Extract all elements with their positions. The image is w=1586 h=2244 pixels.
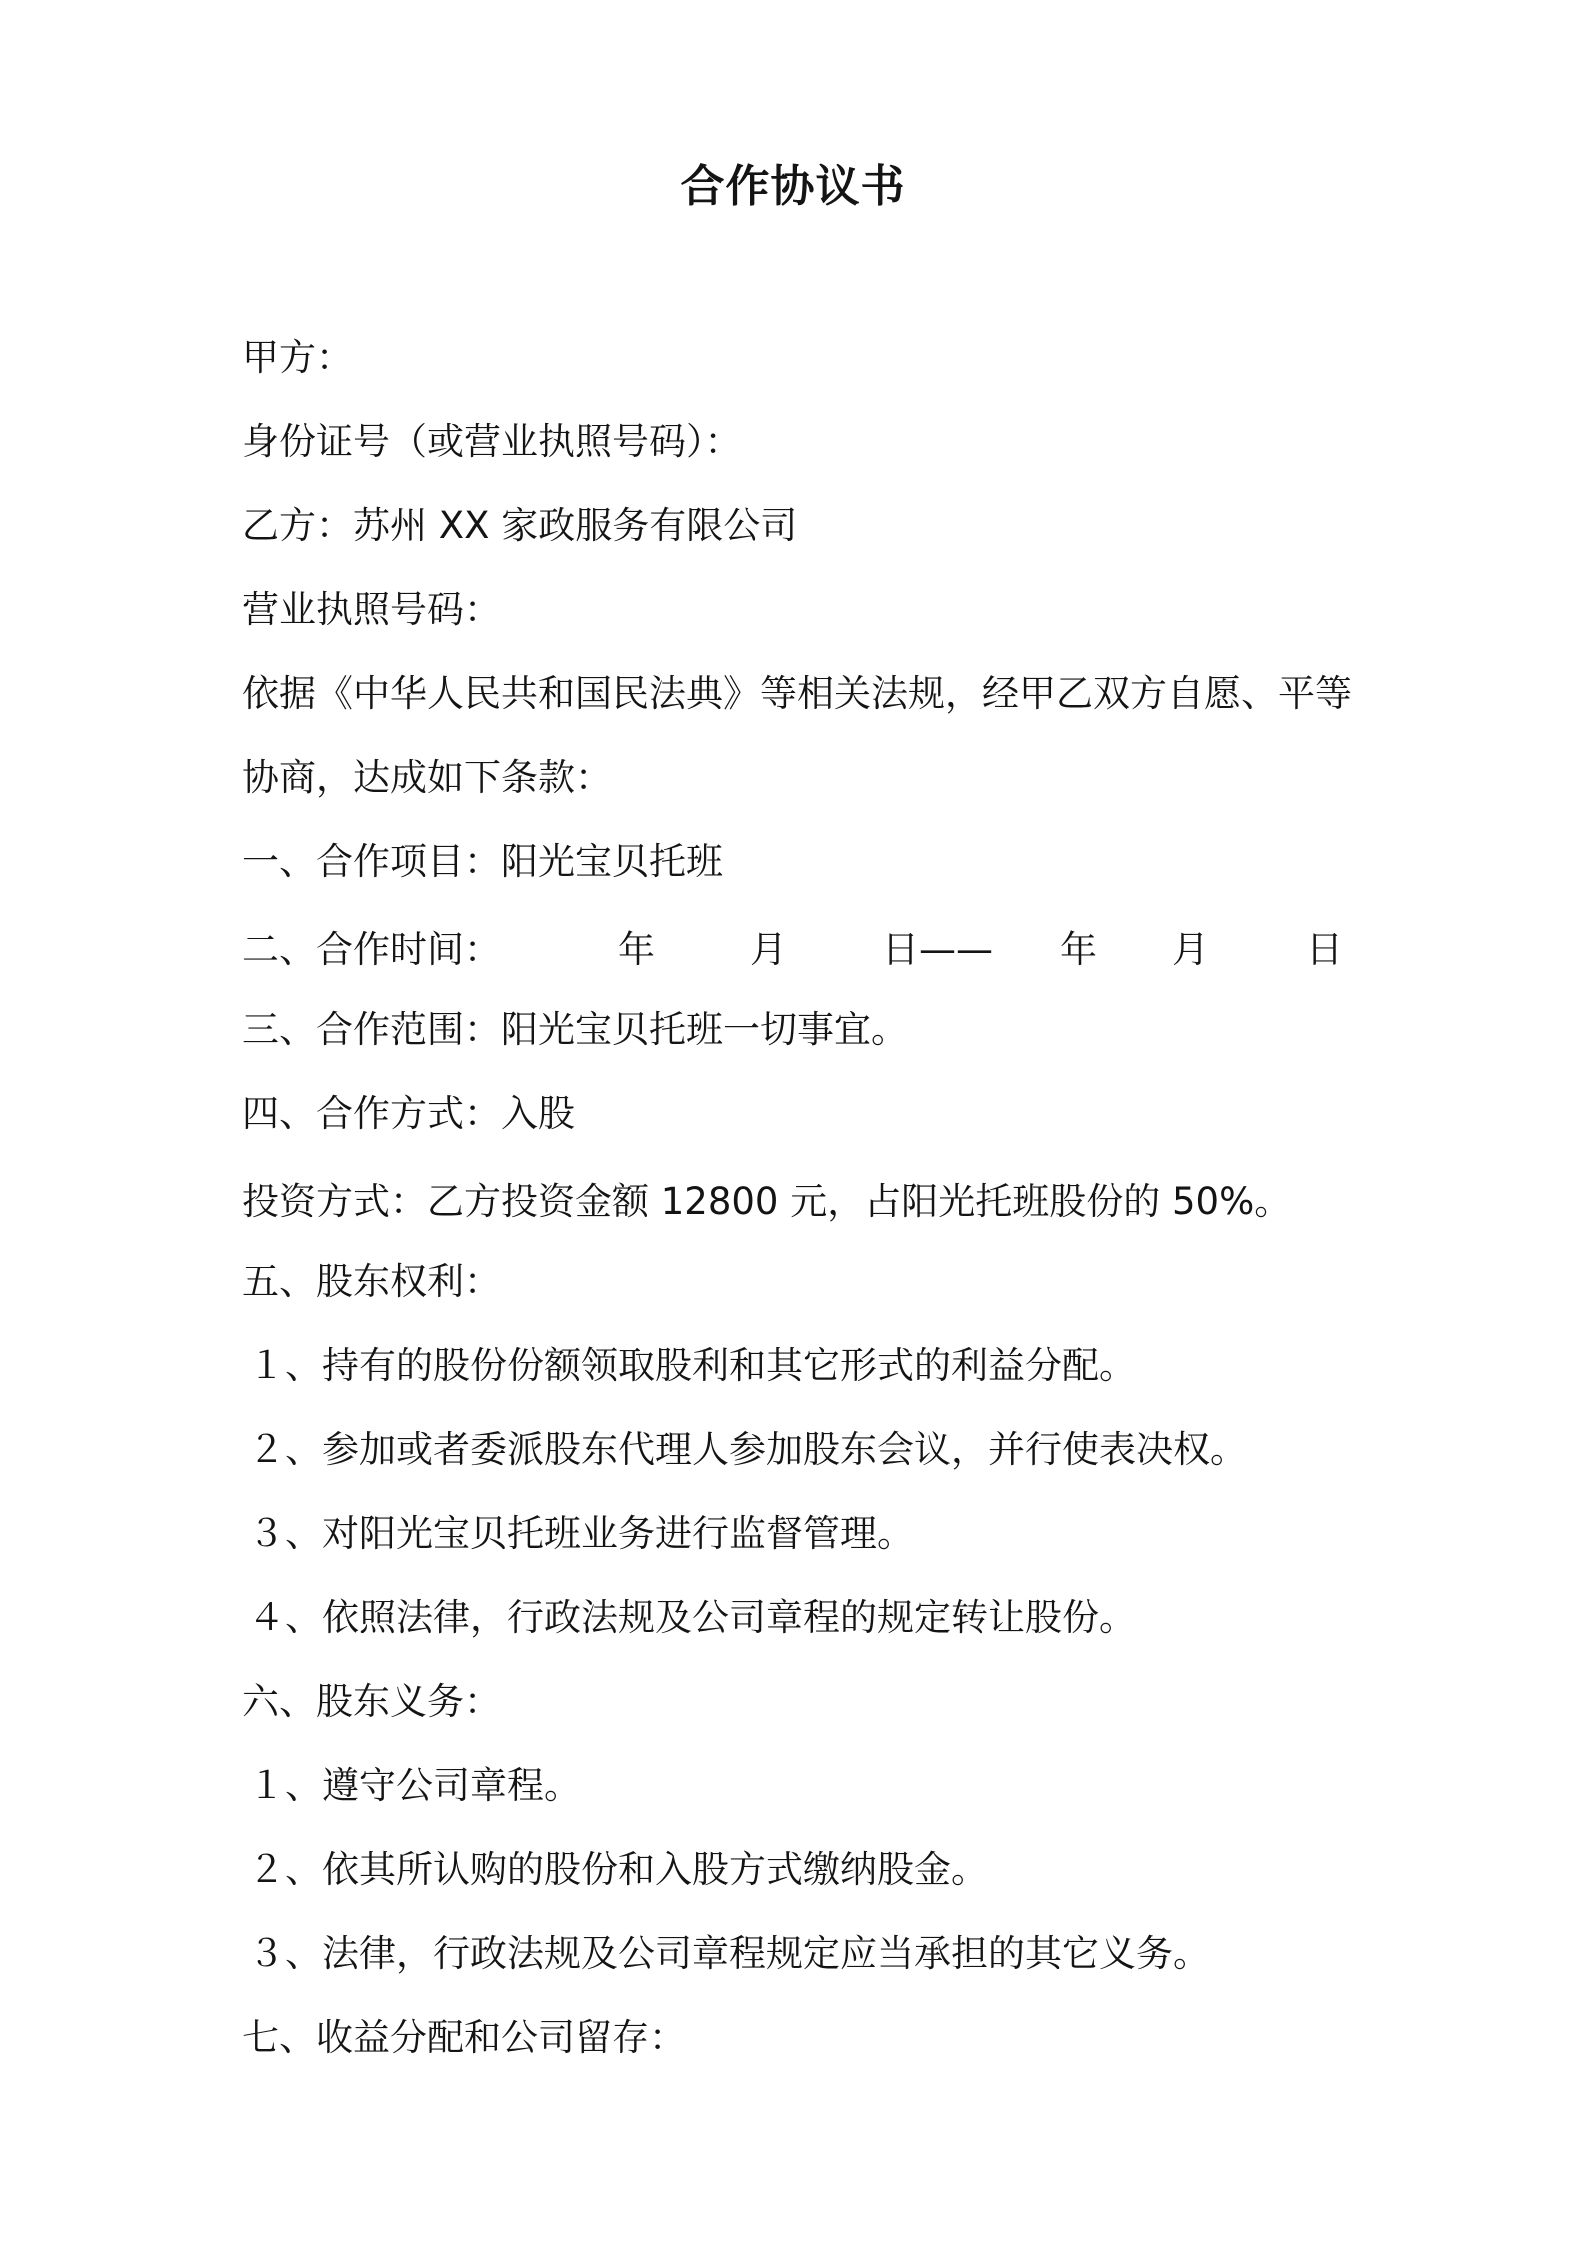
clause-4-cooperation-method: 四、合作方式：入股 [242,1092,575,1135]
clause-2-cooperation-period [242,922,1382,978]
basis-line-2: 协商，达成如下条款： [242,756,612,799]
clause-3-cooperation-scope: 三、合作范围：阳光宝贝托班一切事宜。 [242,1008,908,1051]
start-month-label: 月 [750,928,787,971]
party-a-line: 甲方： [242,336,353,379]
right-item-2: ２、参加或者委派股东代理人参加股东会议，并行使表决权。 [248,1428,1247,1471]
clause-1-cooperation-project: 一、合作项目：阳光宝贝托班 [242,840,723,883]
right-item-4: ４、依照法律，行政法规及公司章程的规定转让股份。 [248,1596,1136,1639]
clause-7-profit-distribution: 七、收益分配和公司留存： [242,2016,686,2059]
party-b-license-line: 营业执照号码： [242,588,501,631]
document-title: 合作协议书 [680,161,906,212]
duty-item-3: ３、法律，行政法规及公司章程规定应当承担的其它义务。 [248,1932,1210,1975]
end-year-label: 年 [1060,928,1097,971]
duty-item-1: １、遵守公司章程。 [248,1764,581,1807]
clause-6-shareholder-duties: 六、股东义务： [242,1680,501,1723]
end-month-label: 月 [1172,928,1209,971]
party-a-id-line: 身份证号（或营业执照号码）： [242,420,742,463]
duty-item-2: ２、依其所认购的股份和入股方式缴纳股金。 [248,1848,988,1891]
party-b-line: 乙方：苏州 XX 家政服务有限公司 [242,504,798,547]
start-year-label: 年 [618,928,655,971]
start-day-label: 日—— [882,928,993,971]
clause-2-label: 二、合作时间： [242,928,501,971]
end-day-label: 日 [1306,928,1343,971]
investment-method-line: 投资方式：乙方投资金额 12800 元，占阳光托班股份的 50%。 [242,1180,1292,1223]
clause-5-shareholder-rights: 五、股东权利： [242,1260,501,1303]
right-item-3: ３、对阳光宝贝托班业务进行监督管理。 [248,1512,914,1555]
basis-line-1: 依据《中华人民共和国民法典》等相关法规，经甲乙双方自愿、平等 [242,672,1352,715]
right-item-1: １、持有的股份份额领取股利和其它形式的利益分配。 [248,1344,1136,1387]
